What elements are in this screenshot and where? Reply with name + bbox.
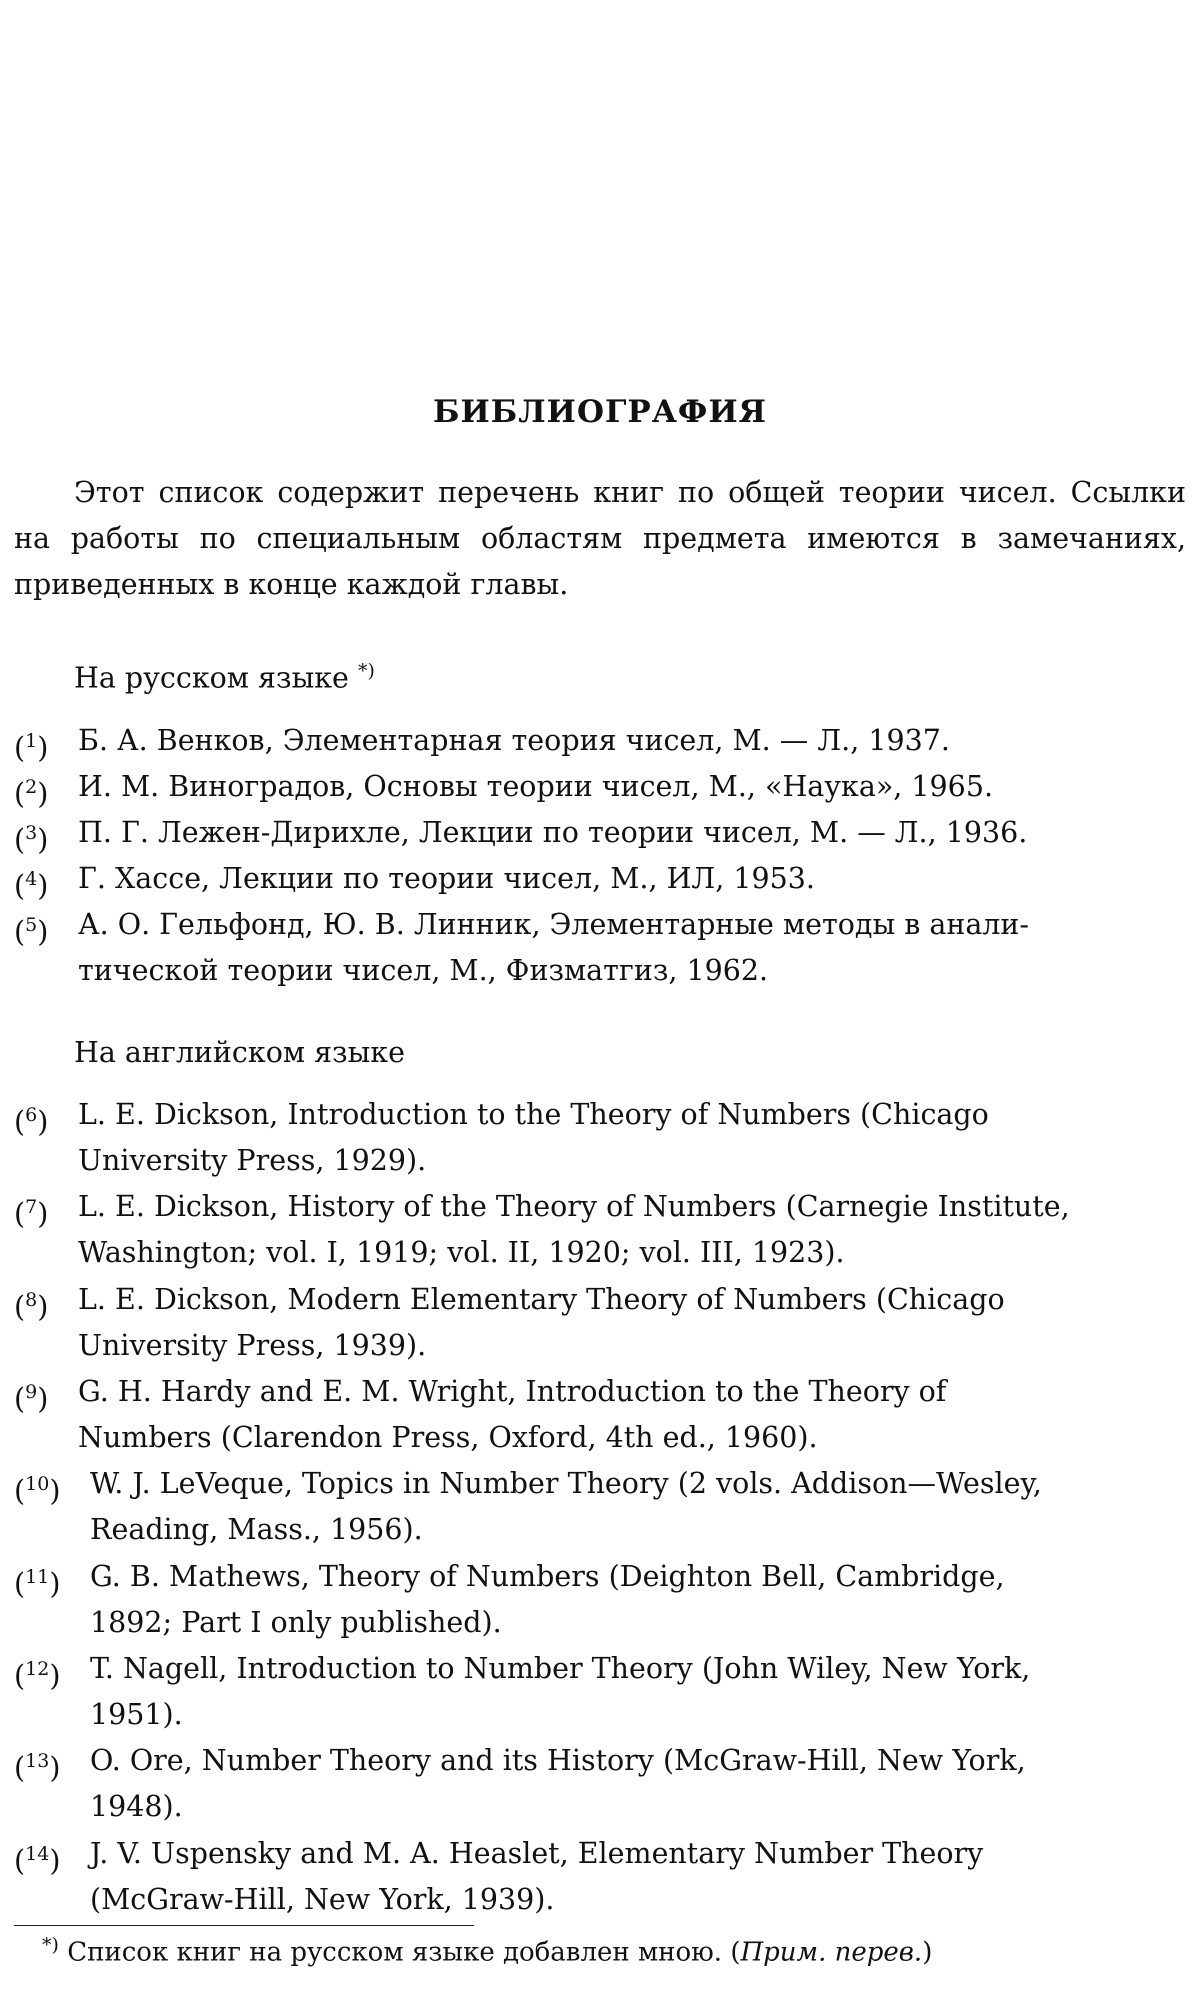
reference-number: ($^4$) — [14, 868, 49, 903]
reference-line: G. H. Hardy and E. M. Wright, Introduction to the Theory of — [78, 1375, 947, 1408]
reference-number: ($^6$) — [14, 1104, 49, 1139]
reference-line: University Press, 1929). — [78, 1144, 427, 1177]
reference-text — [14, 1461, 1186, 1553]
reference-item — [14, 902, 1186, 994]
reference-line: J. V. Uspensky and M. A. Heaslet, Elementary Number Theory — [90, 1837, 984, 1870]
reference-item — [14, 1277, 1186, 1369]
reference-item — [14, 1554, 1186, 1646]
reference-line: L. E. Dickson, History of the Theory of Numbers (Carnegie Institute, — [78, 1190, 1070, 1223]
footnote-mark: *) — [42, 1934, 59, 1956]
reference-line: University Press, 1939). — [78, 1329, 427, 1362]
reference-text — [14, 1738, 1186, 1830]
reference-text — [14, 1554, 1186, 1646]
reference-text: Г. Хассе, Лекции по теории чисел, М., ИЛ, 1953. — [78, 862, 815, 895]
reference-line: А. О. Гельфонд, Ю. В. Линник, Элементарные методы в анали- — [78, 908, 1030, 941]
reference-item — [14, 1369, 1186, 1461]
reference-line: L. E. Dickson, Introduction to the Theory of Numbers (Chicago — [78, 1098, 989, 1131]
section-heading-english-text: На английском языке — [74, 1036, 405, 1069]
reference-number: ($^8$) — [14, 1289, 49, 1324]
intro-paragraph: Этот список содержит перечень книг по общей теории чисел. Ссылки на работы по специальным областям предмета имеются в замечаниях, приведенных в конце каждой главы. — [14, 476, 1186, 601]
reference-text — [14, 1831, 1186, 1923]
reference-number: ($^{11}$) — [14, 1566, 61, 1601]
reference-line: 1892; Part I only published). — [90, 1606, 502, 1639]
reference-line: O. Ore, Number Theory and its History (McGraw-Hill, New York, — [90, 1744, 1026, 1777]
footnote: *) Список книг на русском языке добавлен мною. (Прим. перев.) — [42, 1934, 933, 1968]
section-heading-russian — [74, 660, 375, 695]
footnote-divider — [14, 1925, 474, 1926]
reference-text: И. М. Виноградов, Основы теории чисел, М., «Наука», 1965. — [78, 770, 994, 803]
reference-line: L. E. Dickson, Modern Elementary Theory of Numbers (Chicago — [78, 1283, 1005, 1316]
reference-number: ($^9$) — [14, 1381, 49, 1416]
reference-text — [14, 1184, 1186, 1276]
reference-text — [14, 902, 1186, 994]
reference-item — [14, 1461, 1186, 1553]
reference-number: ($^5$) — [14, 914, 49, 949]
reference-item — [14, 1092, 1186, 1184]
footnote-mark: *) — [358, 660, 375, 682]
reference-item — [14, 1738, 1186, 1830]
reference-number: ($^{10}$) — [14, 1473, 61, 1508]
reference-item — [14, 1184, 1186, 1276]
reference-text — [14, 1092, 1186, 1184]
reference-line: W. J. LeVeque, Topics in Number Theory (2 vols. Addison—Wesley, — [90, 1467, 1042, 1500]
reference-number: ($^{12}$) — [14, 1658, 61, 1693]
reference-number: ($^1$) — [14, 730, 49, 765]
reference-number: ($^{13}$) — [14, 1750, 61, 1785]
footnote-text: Список книг на русском языке добавлен мною. — [67, 1937, 723, 1968]
reference-line: тической теории чисел, М., Физматгиз, 1962. — [78, 954, 769, 987]
reference-line: Washington; vol. I, 1919; vol. II, 1920; vol. III, 1923). — [78, 1236, 845, 1269]
reference-line: 1951). — [90, 1698, 183, 1731]
reference-line: (McGraw-Hill, New York, 1939). — [90, 1883, 555, 1916]
reference-line: Numbers (Clarendon Press, Oxford, 4th ed., 1960). — [78, 1421, 818, 1454]
reference-line: T. Nagell, Introduction to Number Theory (John Wiley, New York, — [90, 1652, 1031, 1685]
reference-number: ($^3$) — [14, 822, 49, 857]
reference-line: G. B. Mathews, Theory of Numbers (Deighton Bell, Cambridge, — [90, 1560, 1005, 1593]
reference-number: ($^2$) — [14, 776, 49, 811]
reference-line: Reading, Mass., 1956). — [90, 1513, 423, 1546]
reference-item — [14, 1646, 1186, 1738]
reference-item — [14, 1831, 1186, 1923]
page-title: БИБЛИОГРАФИЯ — [433, 394, 767, 430]
reference-text — [14, 1646, 1186, 1738]
reference-number: ($^{14}$) — [14, 1843, 61, 1878]
reference-item — [14, 810, 1186, 856]
section-heading-russian-text: На русском языке — [74, 661, 349, 695]
reference-item — [14, 718, 1186, 764]
footnote-attribution: Прим. перев. — [740, 1937, 923, 1968]
reference-text — [14, 1369, 1186, 1461]
reference-item — [14, 856, 1186, 902]
reference-item — [14, 764, 1186, 810]
section-heading-english — [74, 1036, 405, 1069]
reference-text — [14, 1277, 1186, 1369]
reference-text: П. Г. Лежен-Дирихле, Лекции по теории чисел, М. — Л., 1936. — [78, 816, 1028, 849]
reference-number: ($^7$) — [14, 1196, 49, 1231]
reference-text: Б. А. Венков, Элементарная теория чисел, М. — Л., 1937. — [78, 724, 950, 757]
reference-line: 1948). — [90, 1790, 183, 1823]
